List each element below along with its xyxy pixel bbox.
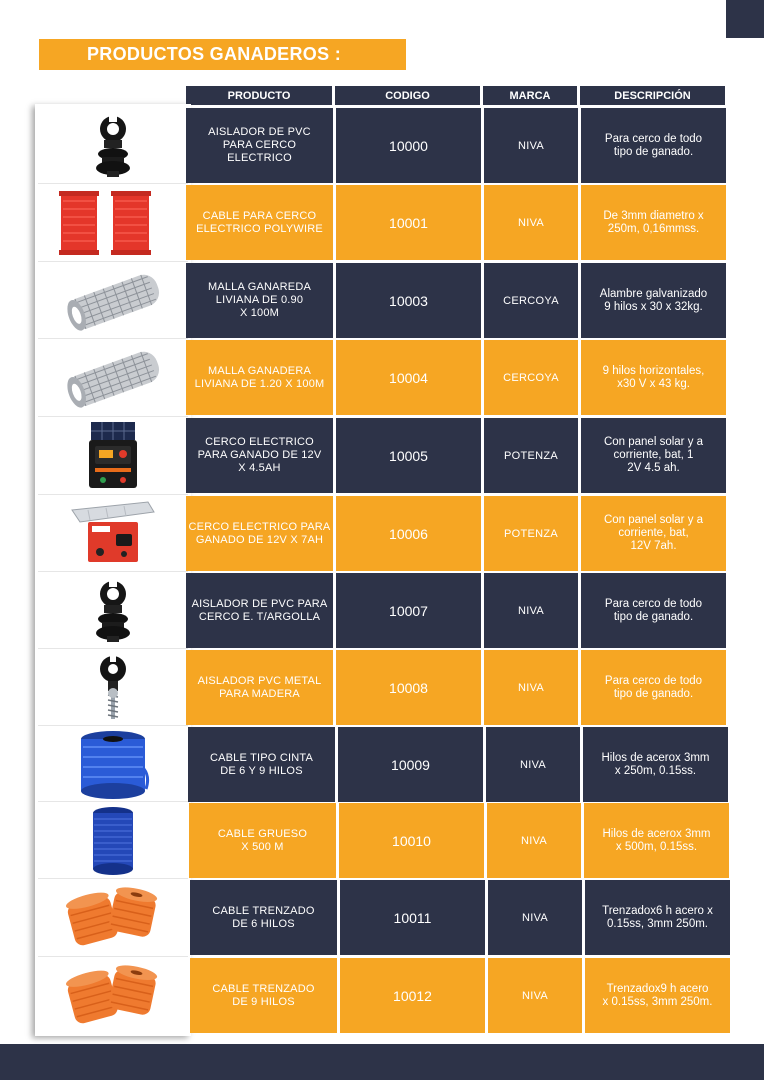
image-divider: [38, 338, 188, 339]
blue-cable-spool-icon: [38, 803, 188, 878]
table-row: [0, 573, 764, 648]
product-code-cell: 10011: [340, 880, 485, 955]
product-code-cell: 10008: [336, 650, 481, 725]
header-code: CODIGO: [335, 86, 480, 107]
image-divider: [38, 725, 188, 726]
product-code-cell: 10000: [336, 108, 481, 183]
table-row: [0, 880, 764, 955]
image-divider: [38, 801, 188, 802]
product-brand-cell: POTENZA: [484, 418, 578, 493]
table-row: [0, 108, 764, 183]
product-code-cell: 10010: [339, 803, 484, 878]
product-code-cell: 10012: [340, 958, 485, 1033]
corner-decoration: [726, 0, 764, 38]
screw-insulator-icon: [38, 650, 188, 725]
footer-bar: [0, 1044, 764, 1080]
product-description-cell: Trenzadox6 h acero x 0.15ss, 3mm 250m.: [585, 880, 730, 955]
table-row: [0, 803, 764, 878]
product-name-cell: CABLE TRENZADO DE 6 HILOS: [190, 880, 337, 955]
product-code-cell: 10001: [336, 185, 481, 260]
product-code-cell: 10006: [336, 496, 481, 571]
product-brand-cell: NIVA: [484, 108, 578, 183]
product-name-cell: MALLA GANAREDA LIVIANA DE 0.90 X 100M: [186, 263, 333, 338]
product-description-cell: Para cerco de todo tipo de ganado.: [581, 573, 726, 648]
image-divider: [38, 261, 188, 262]
product-code-cell: 10004: [336, 340, 481, 415]
wire-mesh-roll-icon: [38, 340, 188, 415]
product-brand-cell: CERCOYA: [484, 340, 578, 415]
product-brand-cell: POTENZA: [484, 496, 578, 571]
product-description-cell: Con panel solar y a corriente, bat, 1 2V 4.5 ah.: [581, 418, 726, 493]
page-title: PRODUCTOS GANADEROS :: [39, 39, 406, 70]
product-brand-cell: NIVA: [484, 573, 578, 648]
table-row: [0, 958, 764, 1033]
table-row: [0, 340, 764, 415]
header-description: DESCRIPCIÓN: [580, 86, 725, 107]
table-row: [0, 185, 764, 260]
table-row: [0, 650, 764, 725]
red-energizer-icon: [38, 496, 188, 571]
product-name-cell: AISLADOR DE PVC PARA CERCO E. T/ARGOLLA: [186, 573, 333, 648]
wire-mesh-roll-icon: [38, 263, 188, 338]
product-code-cell: 10003: [336, 263, 481, 338]
product-code-cell: 10009: [338, 727, 483, 802]
image-divider: [38, 571, 188, 572]
product-brand-cell: NIVA: [488, 958, 582, 1033]
product-description-cell: De 3mm diametro x 250m, 0,16mmss.: [581, 185, 726, 260]
product-description-cell: 9 hilos horizontales, x30 V x 43 kg.: [581, 340, 726, 415]
orange-twine-spools-icon: [38, 958, 188, 1033]
image-divider: [38, 494, 188, 495]
orange-twine-spools-icon: [38, 880, 188, 955]
header-product: PRODUCTO: [186, 86, 332, 107]
product-name-cell: MALLA GANADERA LIVIANA DE 1.20 X 100M: [186, 340, 333, 415]
red-cable-spools-icon: [38, 185, 188, 260]
product-description-cell: Hilos de acerox 3mm x 250m, 0.15ss.: [583, 727, 728, 802]
table-row: [0, 727, 764, 802]
image-divider: [38, 648, 188, 649]
product-description-cell: Alambre galvanizado 9 hilos x 30 x 32kg.: [581, 263, 726, 338]
product-name-cell: CABLE GRUESO X 500 M: [189, 803, 336, 878]
product-name-cell: CERCO ELECTRICO PARA GANADO DE 12V X 7AH: [186, 496, 333, 571]
product-description-cell: Con panel solar y a corriente, bat, 12V 7ah.: [581, 496, 726, 571]
product-code-cell: 10007: [336, 573, 481, 648]
product-name-cell: AISLADOR DE PVC PARA CERCO ELECTRICO: [186, 108, 333, 183]
image-divider: [38, 183, 188, 184]
blue-tape-reel-icon: [38, 727, 188, 802]
product-brand-cell: NIVA: [484, 185, 578, 260]
solar-energizer-icon: [38, 418, 188, 493]
product-name-cell: AISLADOR PVC METAL PARA MADERA: [186, 650, 333, 725]
table-row: [0, 496, 764, 571]
product-description-cell: Hilos de acerox 3mm x 500m, 0.15ss.: [584, 803, 729, 878]
product-description-cell: Trenzadox9 h acero x 0.15ss, 3mm 250m.: [585, 958, 730, 1033]
product-description-cell: Para cerco de todo tipo de ganado.: [581, 650, 726, 725]
product-name-cell: CERCO ELECTRICO PARA GANADO DE 12V X 4.5AH: [186, 418, 333, 493]
product-brand-cell: NIVA: [487, 803, 581, 878]
header-brand: MARCA: [483, 86, 577, 107]
image-divider: [38, 416, 188, 417]
product-code-cell: 10005: [336, 418, 481, 493]
product-name-cell: CABLE PARA CERCO ELECTRICO POLYWIRE: [186, 185, 333, 260]
image-divider: [38, 956, 188, 957]
table-row: [0, 263, 764, 338]
product-brand-cell: NIVA: [486, 727, 580, 802]
image-divider: [38, 878, 188, 879]
product-brand-cell: CERCOYA: [484, 263, 578, 338]
product-description-cell: Para cerco de todo tipo de ganado.: [581, 108, 726, 183]
product-name-cell: CABLE TRENZADO DE 9 HILOS: [190, 958, 337, 1033]
insulator-icon: [38, 108, 188, 183]
product-brand-cell: NIVA: [484, 650, 578, 725]
product-brand-cell: NIVA: [488, 880, 582, 955]
product-name-cell: CABLE TIPO CINTA DE 6 Y 9 HILOS: [188, 727, 335, 802]
insulator-icon: [38, 573, 188, 648]
table-row: [0, 418, 764, 493]
